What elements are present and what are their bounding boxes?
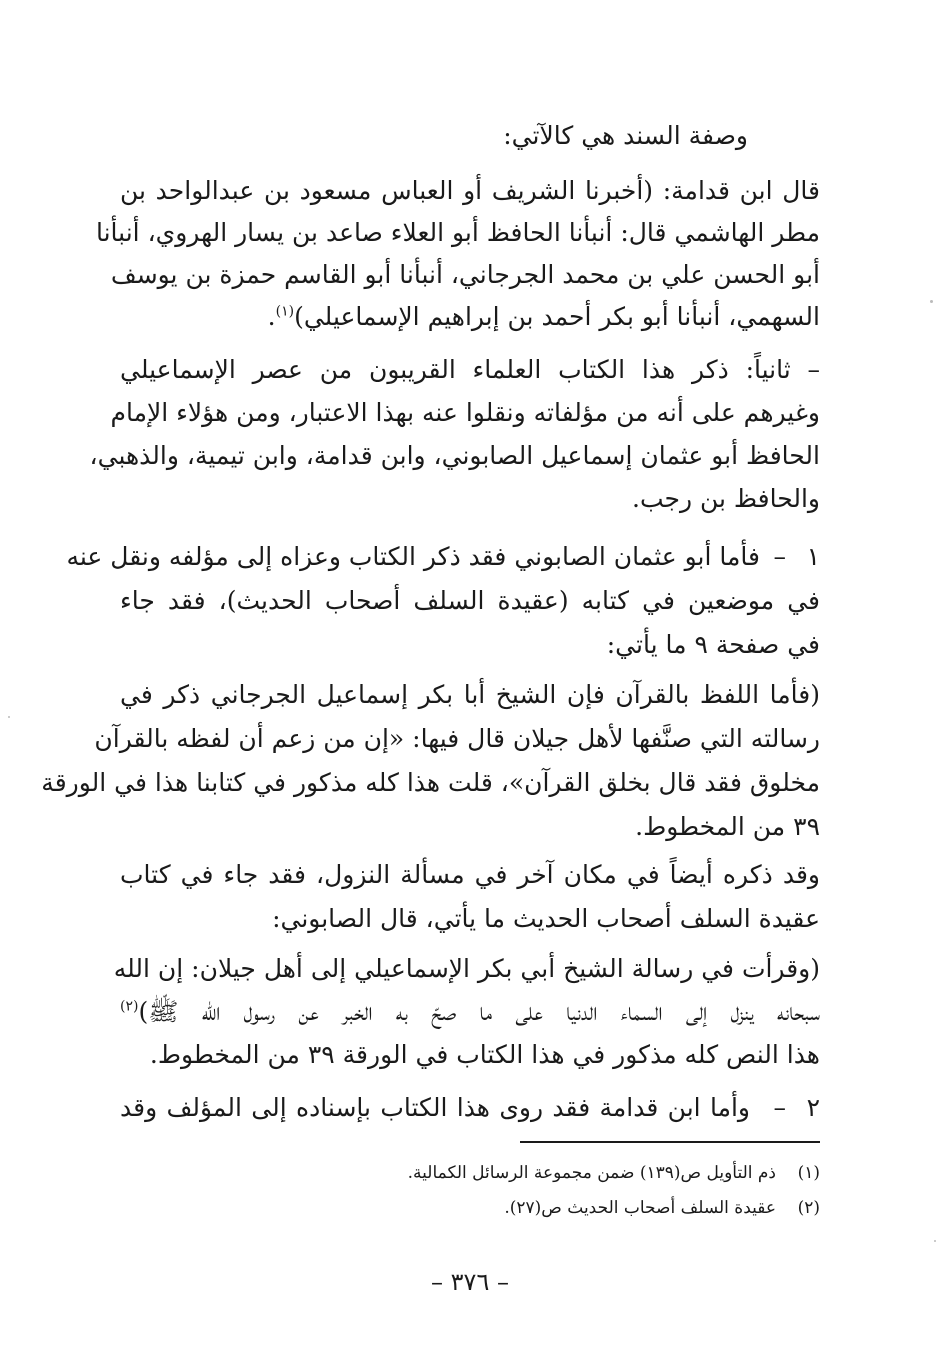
paragraph-line xyxy=(120,997,820,1027)
paragraph-line: السهمي، أنبأنا أبو بكر أحمد بن إبراهيم الإسماعيلي)$^{(١)}$. xyxy=(267,302,820,331)
page-number: – ٣٧٦ – xyxy=(431,1268,509,1296)
paragraph-line: هذا النص كله مذكور في هذا الكتاب في الورقة ٣٩ من المخطوط. xyxy=(149,1040,820,1069)
footnote-separator xyxy=(520,1141,820,1143)
paragraph-line: قال ابن قدامة: (أخبرنا الشريف أو العباس مسعود بن عبدالواحد بن xyxy=(120,176,820,205)
footnote xyxy=(120,1161,820,1185)
paragraph-line: رسالته التي صنَّفها لأهل جيلان قال فيها: «إن من زعم أن لفظه بالقرآن xyxy=(94,724,820,753)
paragraph-line: ٣٩ من المخطوط. xyxy=(635,812,820,841)
footnote-text: ذم التأويل ص(١٣٩) ضمن مجموعة الرسائل الكمالية. xyxy=(407,1163,776,1183)
paragraph-line: وغيرهم على أنه من مؤلفاته ونقلوا عنه بهذا الاعتبار، ومن هؤلاء الإمام xyxy=(110,398,820,427)
item-body xyxy=(66,542,820,672)
paragraph-line: الحافظ أبو عثمان إسماعيل الصابوني، وابن قدامة، وابن تيمية، والذهبي، xyxy=(89,441,820,470)
item-line-text: في موضعين في كتابه (عقيدة السلف أصحاب الحديث)، فقد جاء xyxy=(120,586,820,615)
scan-speck xyxy=(934,1240,936,1242)
paragraph-line: مخلوق فقد قال بخلق القرآن»، قلت هذا كله مذكور في كتابنا هذا في الورقة xyxy=(41,768,820,797)
paragraph-line-text: السهمي، أنبأنا أبو بكر أحمد بن إبراهيم الإسماعيلي) xyxy=(294,302,820,331)
paragraph-line: والحافظ بن رجب. xyxy=(632,484,820,513)
paragraph-line-text: سبحانه ينزل إلى السماء الدنيا على ما صحّ به الخبر عن رسول الله ﷺ) xyxy=(138,997,820,1026)
item-number: ٢ xyxy=(806,1093,820,1122)
item-line: في صفحة ٩ ما يأتي: xyxy=(606,630,820,659)
scan-speck xyxy=(8,716,10,718)
paragraph-line: (وقرأت في رسالة الشيخ أبي بكر الإسماعيلي إلى أهل جيلان: إن الله xyxy=(113,954,820,983)
footnote-text: عقيدة السلف أصحاب الحديث ص(٢٧). xyxy=(504,1198,776,1218)
item-number: ١ xyxy=(806,542,820,571)
item-line: وأما ابن قدامة فقد روى هذا الكتاب بإسناده إلى المؤلف وقد xyxy=(120,1093,750,1122)
item-dash: – xyxy=(773,1093,786,1122)
footnote-number: (٢) xyxy=(797,1198,820,1218)
paragraph-line: (فأما اللفظ بالقرآن فإن الشيخ أبا بكر إسماعيل الجرجاني ذكر في xyxy=(120,680,820,709)
footnote-reference: (٢) xyxy=(120,998,139,1015)
item-line xyxy=(120,586,820,616)
paragraph-line: عقيدة السلف أصحاب الحديث ما يأتي، قال الصابوني: xyxy=(272,904,820,933)
footnote-number: (١) xyxy=(797,1163,820,1183)
section-heading: وصفة السند هي كالآتي: xyxy=(503,121,748,150)
scan-speck xyxy=(930,300,933,303)
footnote xyxy=(120,1196,820,1220)
paragraph-line: أبو الحسن علي بن محمد الجرجاني، أنبأنا أبو القاسم حمزة بن يوسف xyxy=(110,260,820,289)
item-line: فأما أبو عثمان الصابوني فقد ذكر الكتاب وعزاه إلى مؤلفه ونقل عنه xyxy=(66,542,760,571)
paragraph-line: مطر الهاشمي قال: أنبأنا الحافظ أبو العلاء صاعد بن يسار الهروي، أنبأنا xyxy=(95,218,820,247)
paragraph-line: – ثانياً: ذكر هذا الكتاب العلماء القريبون من عصر الإسماعيلي xyxy=(120,355,820,384)
paragraph-line: وقد ذكره أيضاً في مكان آخر في مسألة النزول، فقد جاء في كتاب xyxy=(120,860,820,889)
footnote-reference: (١) xyxy=(275,303,295,320)
item-dash: – xyxy=(773,542,786,571)
